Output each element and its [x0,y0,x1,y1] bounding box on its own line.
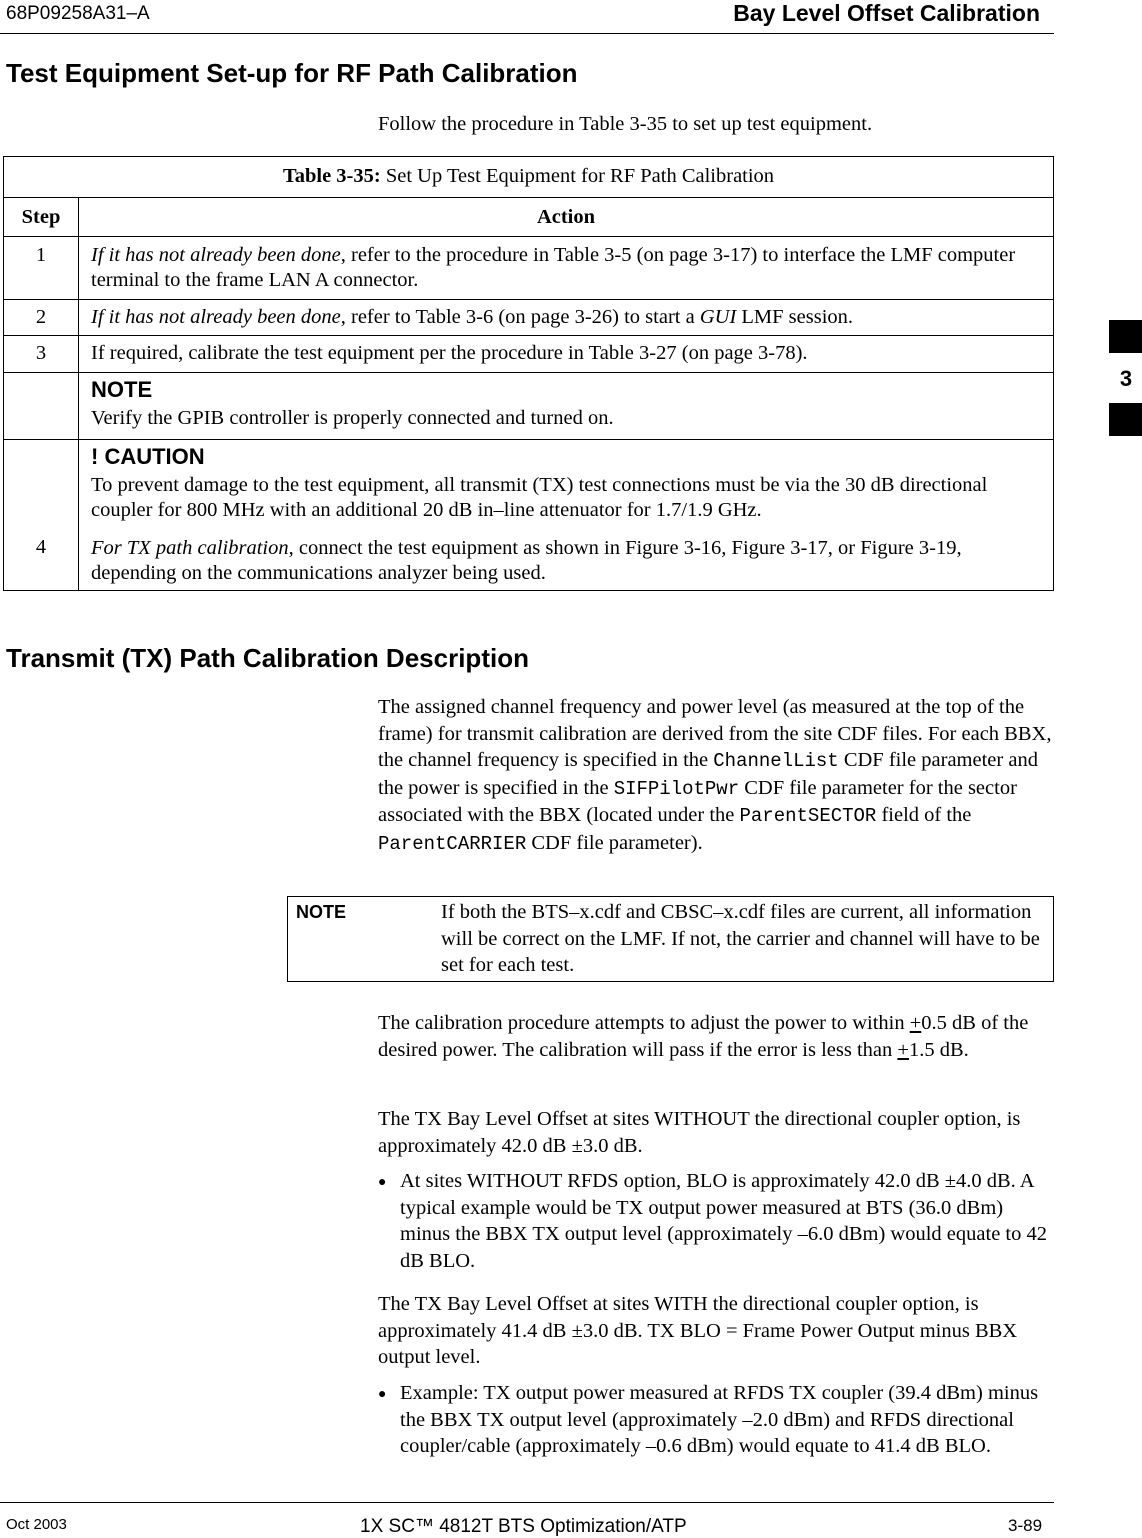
note-text: Verify the GPIB controller is properly connected and turned on. [91,407,614,429]
action-text: , refer to the procedure in Table 3-5 (on page 3-17) to interface the LMF computer terminal to the frame LAN A connector. [91,244,1016,291]
action-text: LMF session. [736,306,854,328]
table-row-note [4,373,1054,440]
note-box [287,896,1054,982]
step-number: 4 [35,536,47,558]
step-number-empty [4,373,79,440]
action-cell [79,300,1054,336]
code-parentsector: ParentSECTOR [739,805,877,827]
page-number: 3-89 [1008,1516,1043,1535]
bullet-icon: ● [378,1385,387,1401]
step-number: 3 [4,336,79,373]
action-italic: If it has not already been done [91,306,341,328]
table-row [4,336,1054,373]
chapter-tab-number: 3 [1119,366,1133,391]
column-header-step: Step [4,198,79,237]
chapter-tab-block-bottom [1109,403,1142,436]
caution-cell [79,440,1054,591]
footer-product: 1X SC™ 4812T BTS Optimization/ATP [360,1516,687,1537]
caution-heading: ! CAUTION [91,444,205,469]
table-caption-text: Set Up Test Equipment for RF Path Calibration [380,165,775,187]
step4-text [91,536,1041,586]
step4-italic: For TX path calibration [91,537,289,559]
bullet-icon: ● [378,1173,387,1189]
bullet-text: At sites WITHOUT RFDS option, BLO is approximately 42.0 dB ±4.0 dB. A typical example would be TX output power measured at BTS (36.0 dBm) minus the BBX TX output level (approximately –6.0 dBm) would equate to 42 dB BLO. [400,1170,1047,1272]
calibration-paragraph [378,1010,1054,1063]
code-channellist: ChannelList [713,750,839,772]
para-text: CDF file parameter). [526,831,703,854]
action-text: , refer to Table 3-6 (on page 3-26) to start a [340,306,700,328]
para-text: field of the [876,804,972,826]
blo-without-paragraph: The TX Bay Level Offset at sites WITHOUT the directional coupler option, is approximately 42.0 dB ±3.0 dB. [378,1108,1021,1157]
para-text: 1.5 dB. [908,1038,969,1061]
note-heading: NOTE [91,377,153,402]
intro-text: Follow the procedure in Table 3-35 to set up test equipment. [378,113,873,135]
note-cell [79,373,1054,440]
table-row-caution [4,440,1054,591]
header-rule [0,33,1054,34]
step4-body: , connect the test equipment as shown in Figure 3-16, Figure 3-17, or Figure 3-19, depending on the communications analyzer being used. [91,537,962,584]
blo-with-paragraph: The TX Bay Level Offset at sites WITH the directional coupler option, is approximately 41.4 dB ±3.0 dB. TX BLO = Frame Power Output minus BBX output level. [378,1293,1018,1368]
document-number: 68P09258A31–A [6,3,150,24]
para-text: 0.5 dB of the desired power. The calibration will pass if the error is less than [378,1012,1029,1061]
action-italic-gui: GUI [699,306,737,328]
action-cell [79,237,1054,300]
table-row [4,300,1054,336]
chapter-title: Bay Level Offset Calibration [733,0,1040,26]
step-number: 1 [4,237,79,300]
plus-minus: + [897,1038,909,1061]
procedure-table [3,156,1054,591]
action-text: If required, calibrate the test equipment per the procedure in Table 3-27 (on page 3-78). [79,336,1054,373]
para-text: The assigned channel frequency and power level (as measured at the top of the frame) for transmit calibration are derived from the site CDF files. For each BBX, the channel frequency is specified in the [378,696,1052,771]
footer-date: Oct 2003 [6,1516,67,1533]
tx-description-paragraph [378,694,1054,857]
plus-minus: + [909,1012,922,1034]
column-header-action: Action [79,198,1054,237]
caution-text: To prevent damage to the test equipment, all transmit (TX) test connections must be via the 30 dB directional coupler for 800 MHz with an additional 20 dB in–line attenuator for 1.7/1.9 GHz. [91,474,988,521]
para-text: CDF file parameter and the power is specified in the [378,749,1038,799]
para-text: The calibration procedure attempts to adjust the power to within [378,1012,910,1034]
footer-rule [0,1502,1054,1503]
step-number: 2 [4,300,79,336]
section-title-tx-path: Transmit (TX) Path Calibration Description [6,643,529,673]
code-parentcarrier: ParentCARRIER [378,832,527,855]
code-sifpilotpwr: SIFPilotPwr [613,777,740,800]
section-title-test-equipment: Test Equipment Set-up for RF Path Calibration [6,58,578,88]
intro-paragraph [378,111,1054,138]
table-caption [4,157,1054,198]
note-label: NOTE [296,902,347,922]
para-text: CDF file parameter for the sector associated with the BBX (located under the [378,776,1017,826]
bullet-text: Example: TX output power measured at RFDS TX coupler (39.4 dBm) minus the BBX TX output level (approximately –2.0 dBm) and RFDS directional coupler/cable (approximately –0.6 dBm) would equate to 41.4 dB BLO. [400,1382,1039,1457]
action-italic: If it has not already been done [91,244,341,266]
chapter-tab-block-top [1109,320,1142,353]
step-number-4 [4,440,79,591]
table-caption-label: Table 3-35: [282,165,381,187]
bullet-item [378,1380,1054,1460]
bullet-item [378,1168,1054,1274]
table-row [4,237,1054,300]
note-text: If both the BTS–x.cdf and CBSC–x.cdf files are current, all information will be correct on the LMF. If not, the carrier and channel will have to be set for each test. [441,901,1040,976]
